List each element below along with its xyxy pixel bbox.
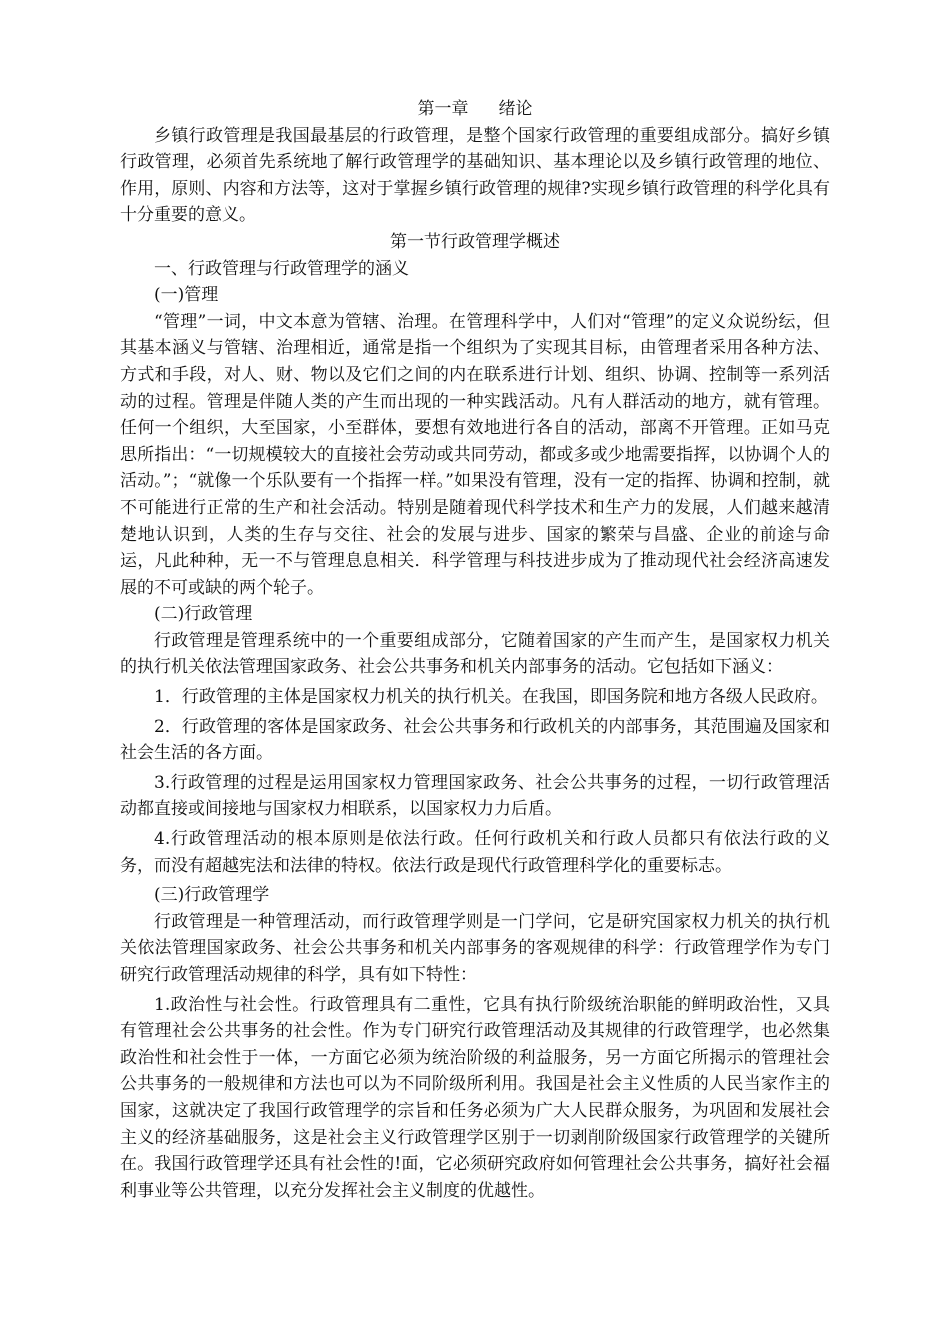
item-heading-administration-science: (三)行政管理学: [154, 885, 270, 906]
administration-point: 2．行政管理的客体是国家政务、社会公共事务和行政机关的内部事务，其范围遍及国家和社会生活的各方面。: [120, 716, 830, 764]
item-heading-administration: (二)行政管理: [154, 604, 253, 625]
administration-science-paragraph: 行政管理是一种管理活动，而行政管理学则是一门学问，它是研究国家权力机关的执行机关依法管理国家政务、社会公共事务和机关内部事务的客观规律的科学：行政管理学作为专门研究行政管理活动规律的科学，具有如下特性：: [120, 911, 830, 985]
administration-point: 4.行政管理活动的根本原则是依法行政。任何行政机关和行政人员都只有依法行政的义务，而没有超越宪法和法律的特权。依法行政是现代行政管理科学化的重要标志。: [120, 829, 830, 876]
administration-paragraph: 行政管理是管理系统中的一个重要组成部分，它随着国家的产生而产生，是国家权力机关的执行机关依法管理国家政务、社会公共事务和机关内部事务的活动。它包括如下涵义：: [120, 630, 830, 678]
chapter-number: 第一章: [417, 99, 469, 119]
management-paragraph: “管理”一词，中文本意为管辖、治理。在管理科学中，人们对“管理”的定义众说纷纭，但其基本涵义与管辖、治理相近，通常是指一个组织为了实现其目标，由管理者采用各种方法、方式和手段，对人、财、物以及它们之间的内在联系进行计划、组织、协调、控制等一系列活动的过程。管理是伴随人类的产生而出现的一种实践活动。凡有人群活动的地方，就有管理。任何一个组织，大至国家，小至群体，要想有效地进行各自的活动，部离不开管理。正如马克思所指出：“一切规模较大的直接社会劳动或共同劳动，都或多或少地需要指挥，以协调个人的活动。”；“就像一个乐队要有一个指挥一样。”如果没有管理，没有一定的指挥、协调和控制，就不可能进行正常的生产和社会活动。特别是随着现代科学技术和生产力的发展，人们越来越清楚地认识到，人类的生存与交往、社会的发展与进步、国家的繁荣与昌盛、企业的前途与命运，凡此种种，无一不与管理息息相关．科学管理与科技进步成为了推动现代社会经济高速发展的不可或缺的两个轮子。: [120, 311, 830, 598]
section-title: 第一节行政管理学概述: [390, 231, 560, 252]
item-heading-management: (一)管理: [154, 285, 219, 306]
intro-paragraph: 乡镇行政管理是我国最基层的行政管理，是整个国家行政管理的重要组成部分。搞好乡镇行政管理，必须首先系统地了解行政管理学的基础知识、基本理论以及乡镇行政管理的地位、作用，原则、内容和方法等，这对于掌握乡镇行政管理的规律?实现乡镇行政管理的科学化具有十分重要的意义。: [120, 125, 830, 226]
chapter-name: 绪论: [498, 99, 533, 119]
administration-point: 3.行政管理的过程是运用国家权力管理国家政务、社会公共事务的过程，一切行政管理活动都直接或间接地与国家权力相联系，以国家权力力后盾。: [120, 772, 830, 820]
administration-science-point: 1.政治性与社会性。行政管理具有二重性，它具有执行阶级统治职能的鲜明政治性，又具有管理社会公共事务的社会性。作为专门研究行政管理活动及其规律的行政管理学，也必然集政治性和社会性于一体，一方面它必须为统治阶级的利益服务，另一方面它所揭示的管理社会公共事务的一般规律和方法也可以为不同阶级所利用。我国是社会主义性质的人民当家作主的国家，这就决定了我国行政管理学的宗旨和任务必须为广大人民群众服务，为巩固和发展社会主义的经济基础服务，这是社会主义行政管理学区别于一切剥削阶级国家行政管理学的关键所在。我国行政管理学还具有社会性的!面，它必须研究政府如何管理社会公共事务，搞好社会福利事业等公共管理，以充分发挥社会主义制度的优越性。: [120, 994, 830, 1201]
chapter-title: [120, 96, 830, 123]
administration-point: 1．行政管理的主体是国家权力机关的执行机关。在我国，即国务院和地方各级人民政府。: [154, 687, 828, 708]
subsection-heading: 一、行政管理与行政管理学的涵义: [154, 258, 409, 279]
